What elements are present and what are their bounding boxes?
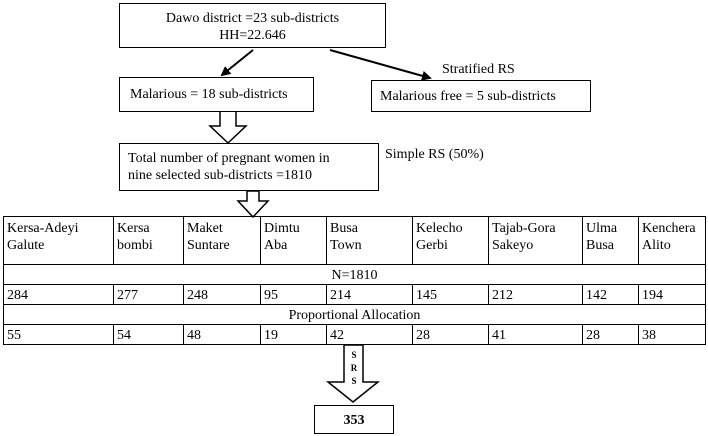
allocation-cell: 48 xyxy=(184,325,261,345)
block-arrow-to-table xyxy=(238,191,268,217)
count-cell: 194 xyxy=(639,285,706,305)
sub-district-cell: Kenchera Alito xyxy=(639,217,706,265)
final-sample-box xyxy=(314,405,394,434)
malarious-free-box xyxy=(371,80,591,112)
allocation-cell: 19 xyxy=(261,325,327,345)
allocation-cell: 55 xyxy=(4,325,114,345)
count-cell: 212 xyxy=(489,285,583,305)
count-cell: 284 xyxy=(4,285,114,305)
allocation-cell: 54 xyxy=(114,325,184,345)
arrow-to-malarious-free xyxy=(330,50,430,78)
block-arrow-to-pregnant-box xyxy=(210,110,246,143)
malarious-free-label: Malarious free = 5 sub-districts xyxy=(380,89,556,104)
total-label: N=1810 xyxy=(4,265,706,285)
arrow-to-malarious xyxy=(222,50,253,75)
district-box xyxy=(119,3,386,48)
allocations-row xyxy=(4,325,706,345)
pregnant-line-1: Total number of pregnant women in xyxy=(128,151,330,166)
count-cell: 142 xyxy=(583,285,639,305)
counts-row xyxy=(4,285,706,305)
allocation-cell: 28 xyxy=(413,325,489,345)
count-cell: 95 xyxy=(261,285,327,305)
district-line-2: HH=22.646 xyxy=(219,28,286,43)
sub-district-cell: Busa Town xyxy=(327,217,413,265)
allocation-cell: 41 xyxy=(489,325,583,345)
srs-letter: R xyxy=(350,363,358,373)
allocation-cell: 28 xyxy=(583,325,639,345)
malarious-box xyxy=(119,77,314,112)
srs-letter: S xyxy=(351,376,357,386)
allocation-table xyxy=(3,216,706,345)
sub-district-names-row xyxy=(4,217,706,265)
sub-district-cell: Kelecho Gerbi xyxy=(413,217,489,265)
srs-letter: S xyxy=(351,350,357,360)
malarious-label: Malarious = 18 sub-districts xyxy=(130,87,288,102)
pregnant-line-2: nine selected sub-districts =1810 xyxy=(128,168,313,183)
allocation-cell: 42 xyxy=(327,325,413,345)
district-line-1: Dawo district =23 sub-districts xyxy=(165,11,340,26)
pregnant-women-box xyxy=(119,143,379,191)
count-cell: 248 xyxy=(184,285,261,305)
sub-district-cell: Kersa-Adeyi Galute xyxy=(4,217,114,265)
sub-district-cell: Tajab-Gora Sakeyo xyxy=(489,217,583,265)
final-sample-label: 353 xyxy=(343,413,365,428)
allocation-cell: 38 xyxy=(639,325,706,345)
simple-rs-label: Simple RS (50%) xyxy=(385,147,484,162)
allocation-label-row xyxy=(4,305,706,325)
sub-district-cell: Maket Suntare xyxy=(184,217,261,265)
stratified-rs-label: Stratified RS xyxy=(442,62,515,77)
total-row xyxy=(4,265,706,285)
allocation-label: Proportional Allocation xyxy=(4,305,706,325)
count-cell: 277 xyxy=(114,285,184,305)
sub-district-cell: Ulma Busa xyxy=(583,217,639,265)
count-cell: 214 xyxy=(327,285,413,305)
sub-district-cell: Kersa bombi xyxy=(114,217,184,265)
sub-district-cell: Dimtu Aba xyxy=(261,217,327,265)
count-cell: 145 xyxy=(413,285,489,305)
